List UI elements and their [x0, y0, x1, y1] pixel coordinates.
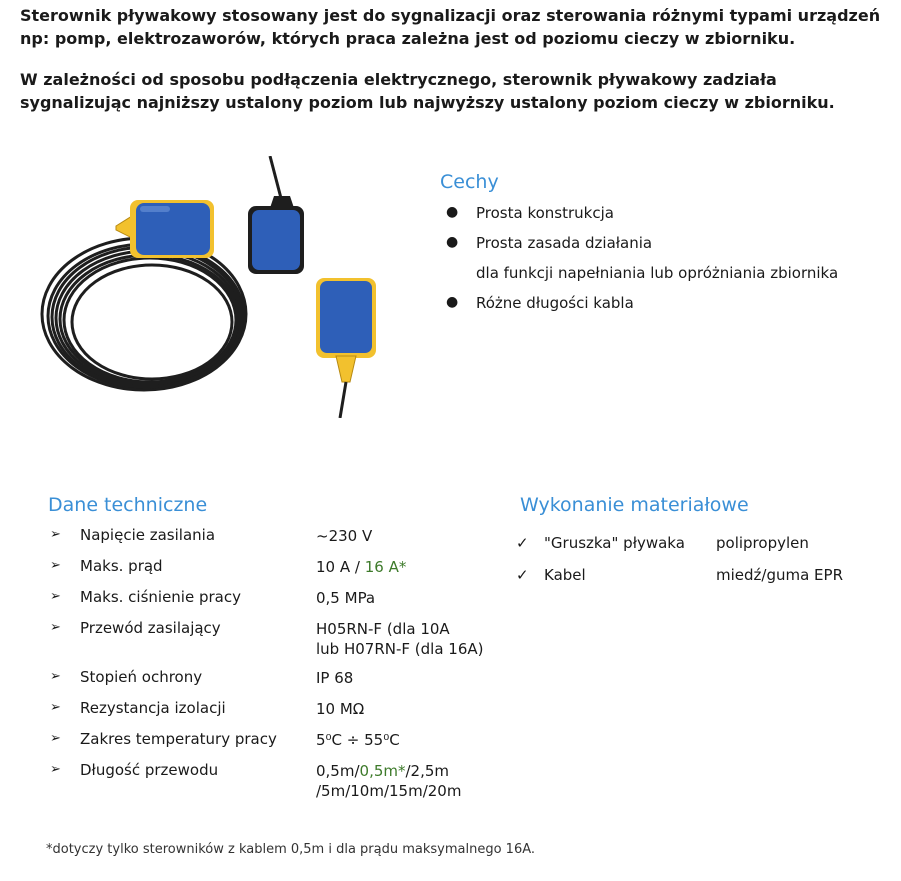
check-icon: ✓ — [516, 534, 529, 552]
tech-label: Rezystancja izolacji — [80, 699, 226, 717]
tech-value-main: 10 A / — [316, 558, 365, 576]
tech-label: Zakres temperatury pracy — [80, 730, 277, 748]
feature-text: Prosta konstrukcja — [476, 204, 614, 222]
feature-text: Prosta zasada działania — [476, 234, 653, 252]
tech-value-line2: /5m/10m/15m/20m — [316, 782, 462, 800]
tech-specs-heading: Dane techniczne — [48, 494, 208, 516]
feature-text: dla funkcji napełniania lub opróżniania zbiornika — [476, 264, 839, 282]
material-item: Kabel — [544, 566, 586, 584]
tech-label: Maks. prąd — [80, 557, 163, 575]
material-item: "Gruszka" pływaka — [544, 534, 685, 552]
tech-value — [316, 619, 483, 659]
material-value: miedź/guma EPR — [716, 566, 844, 584]
float-large — [116, 200, 214, 258]
tech-value-line1: H05RN-F (dla 10A — [316, 620, 450, 638]
material-value: polipropylen — [716, 534, 809, 552]
material-heading: Wykonanie materiałowe — [520, 494, 749, 516]
check-icon: ✓ — [516, 566, 529, 584]
bullet-icon: ● — [446, 234, 459, 250]
arrow-icon: ➢ — [50, 558, 61, 573]
tech-value: 10 MΩ — [316, 700, 365, 718]
tech-value — [316, 761, 461, 801]
float-switch-product-image — [36, 156, 392, 418]
tech-value-highlight: 16 A* — [364, 558, 407, 576]
features-heading: Cechy — [440, 171, 499, 193]
tech-label: Długość przewodu — [80, 761, 219, 779]
tech-value: ~230 V — [316, 527, 373, 545]
tech-value-tail: /2,5m — [405, 762, 450, 780]
tech-label: Maks. ciśnienie pracy — [80, 588, 241, 606]
arrow-icon: ➢ — [50, 669, 61, 684]
arrow-icon: ➢ — [50, 589, 61, 604]
arrow-icon: ➢ — [50, 731, 61, 746]
bullet-icon: ● — [446, 294, 459, 310]
coiled-cable — [42, 238, 246, 390]
tech-value-main: 0,5m/ — [316, 762, 360, 780]
feature-text: Różne długości kabla — [476, 294, 634, 312]
intro-paragraph-1: Sterownik pływakowy stosowany jest do sygnalizacji oraz sterowania różnymi typami urządzeń np: pomp, elektrozaworów, których praca zależna jest od poziomu cieczy w zbiorniku. — [20, 6, 881, 48]
tech-value-line2: lub H07RN-F (dla 16A) — [316, 640, 484, 658]
arrow-icon: ➢ — [50, 620, 61, 635]
footnote: *dotyczy tylko sterowników z kablem 0,5m i dla prądu maksymalnego 16A. — [46, 842, 536, 857]
float-hanging-bottom — [316, 278, 376, 418]
tech-value-highlight: 0,5m* — [359, 762, 406, 780]
arrow-icon: ➢ — [50, 527, 61, 542]
intro-paragraph-2: W zależności od sposobu podłączenia elektrycznego, sterownik pływakowy zadziała sygnalizując najniższy ustalony poziom lub najwyższy ustalony poziom cieczy w zbiorniku. — [20, 70, 835, 112]
bullet-icon: ● — [446, 204, 459, 220]
tech-value: 5⁰C ÷ 55⁰C — [316, 731, 400, 749]
tech-label: Stopień ochrony — [80, 668, 203, 686]
float-hanging-top — [248, 156, 304, 274]
tech-value — [316, 557, 406, 577]
arrow-icon: ➢ — [50, 700, 61, 715]
tech-value: IP 68 — [316, 669, 354, 687]
tech-label: Przewód zasilający — [80, 619, 221, 637]
tech-value: 0,5 MPa — [316, 589, 376, 607]
arrow-icon: ➢ — [50, 762, 61, 777]
tech-label: Napięcie zasilania — [80, 526, 216, 544]
